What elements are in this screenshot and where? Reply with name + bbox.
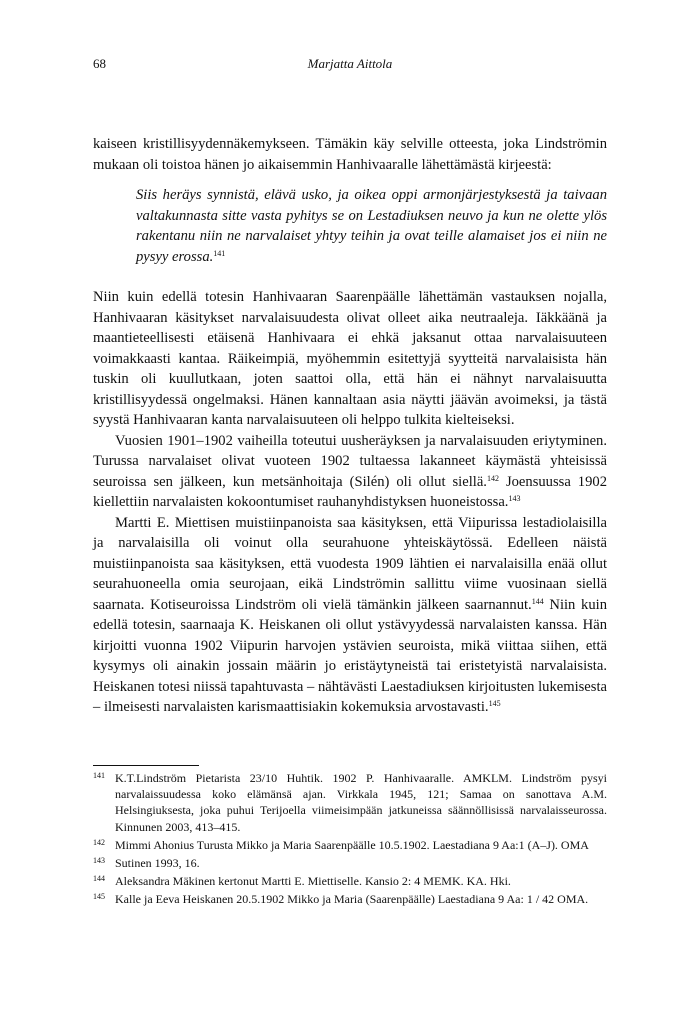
footnote-ref-144[interactable]: 144 — [531, 596, 544, 606]
paragraph-1 — [93, 134, 607, 175]
footnote-141 — [93, 770, 607, 835]
footnote-143 — [93, 855, 607, 871]
footnote-text: Aleksandra Mäkinen kertonut Martti E. Miettiselle. Kansio 2: 4 MEMK. KA. Hki. — [115, 874, 511, 889]
footnotes — [93, 770, 607, 910]
footnote-142 — [93, 837, 607, 853]
paragraph-3 — [93, 431, 607, 513]
footnote-ref-141[interactable]: 141 — [213, 248, 226, 258]
footnote-text: Sutinen 1993, 16. — [115, 856, 200, 871]
footnote-number: 145 — [93, 892, 105, 902]
footnote-number: 144 — [93, 874, 105, 884]
page-header — [93, 56, 607, 76]
paragraph-1-text: kaiseen kristillisyydennäkemykseen. Tämäkin käy selville otteesta, joka Lindströmin mukaan oli toistoa hänen jo aikaisemmin Hanhivaaralle lähettämästä kirjeestä: — [93, 136, 607, 173]
footnote-ref-145[interactable]: 145 — [488, 699, 501, 708]
paragraph-4-text-b: Niin kuin edellä totesin, saarnaaja K. Heiskanen oli ollut ystävyydessä narvalaisten kanssa. Hän kirjoitti vuonna 1902 Viipurin harvojen ystävien seuroista, mikä viittaa siihen, että kysymys oli ainakin jossain määrin jo eristäytyneistä tai eristetyistä narvalaisista. Heiskanen totesi niissä tapahtuvasta – nähtävästi Laestadiuksen kirjoitusten lukemisesta – ilmeisesti narvalaisten karismaattisiakin kokemuksia arvostavasti. — [93, 596, 608, 715]
footnote-ref-143[interactable]: 143 — [508, 494, 521, 503]
paragraph-4-text-a: Martti E. Miettisen muistiinpanoista saa käsityksen, että Viipurissa lestadiolaisilla ja narvalaisilla oli voinut olla seurahuone yhteiskäytössä. Edelleen näistä muistiinpanoista saa käsityksen, että vuodesta 1909 lähtien ei narvalaisilla enää ollut seurahuoneella omia seurojaan, eikä Lindströmin sallittu viime vuosinaan siellä saarnata. Kotiseuroissa Lindström oli vielä tämänkin jälkeen saarnannut. — [93, 514, 607, 613]
footnote-divider — [93, 765, 199, 766]
footnote-text: Mimmi Ahonius Turusta Mikko ja Maria Saarenpäälle 10.5.1902. Laestadiana 9 Aa:1 (A–J). OMA — [115, 837, 589, 852]
body-text — [93, 134, 607, 718]
footnote-text: Kalle ja Eeva Heiskanen 20.5.1902 Mikko ja Maria (Saarenpäälle) Laestadiana 9 Aa: 1 / 42 OMA. — [115, 892, 589, 907]
footnote-145 — [93, 891, 607, 907]
paragraph-3-text-a: Vuosien 1901–1902 vaiheilla toteutui uusheräyksen ja narvalaisuuden eriytyminen. Turussa narvalaiset olivat vuoteen 1902 tultaessa lakanneet käymästä yhteisissä seuroissa sen jälkeen, kun metsänhoitaja (Silén) oli ollut siellä. — [93, 432, 607, 490]
footnote-text: K.T.Lindström Pietarista 23/10 Huhtik. 1902 P. Hanhivaaralle. AMKLM. Lindström pysyi narvalaissuudessa koko elämänsä ajan. Virkkala 1945, 121; Samaa on sanottava A.M. Helsingiuksesta, joka puhui Terijoella viimeisimpään jatkuneissa säännöllisissä narvalaisseurossa. Kinnunen 2003, 413–415. — [115, 771, 607, 834]
footnote-number: 141 — [93, 771, 105, 780]
paragraph-2 — [93, 287, 607, 431]
paragraph-3-text-b: Joensuussa 1902 kiellettiin narvalaisten kokoontumiset rauhanyhdistyksen huoneistossa. — [93, 473, 607, 510]
footnote-144 — [93, 873, 607, 889]
footnote-number: 142 — [93, 837, 105, 847]
block-quote — [136, 185, 607, 267]
footnote-number: 143 — [93, 856, 105, 866]
paragraph-4 — [93, 513, 607, 718]
footnote-ref-142[interactable]: 142 — [486, 473, 499, 483]
page-number: 68 — [93, 56, 106, 71]
running-head: Marjatta Aittola — [307, 56, 393, 71]
paragraph-2-text: Niin kuin edellä totesin Hanhivaaran Saarenpäälle lähettämän vastauksen nojalla, Hanhivaaran käsitykset narvalaisuudesta olivat olleet aika neutraaleja. Iäkkäänä ja maantieteellisesti etäisenä Hanhivaara ei ehkä jaksanut ottaa narvalaisuuteen voimakkaasti kantaa. Räikeimpiä, myöhemmin esitettyjä syytteitä narvalaisista hän tuskin oli kuullutkaan, joten saattoi olla, että hän ei nähnyt narvalaisuutta kristillisyydessä ongelmaksi. Hänen kannaltaan asia näytti jäävän avoimeksi, ja tästä syystä Hanhivaaran kanta narvalaisuuteen oli helppo tulkita kielteiseksi. — [93, 289, 607, 428]
block-quote-text: Siis heräys synnistä, elävä usko, ja oikea oppi armonjärjestyksestä ja taivaan valtakunnasta sitte vasta pyhitys se on Lestadiuksen neuvo ja kun ne olette ylös rakentanu niin ne narvalaiset yhtyy teihin ja ovat teille alamaiset jos ei niin ne pysyy erossa. — [136, 187, 607, 265]
